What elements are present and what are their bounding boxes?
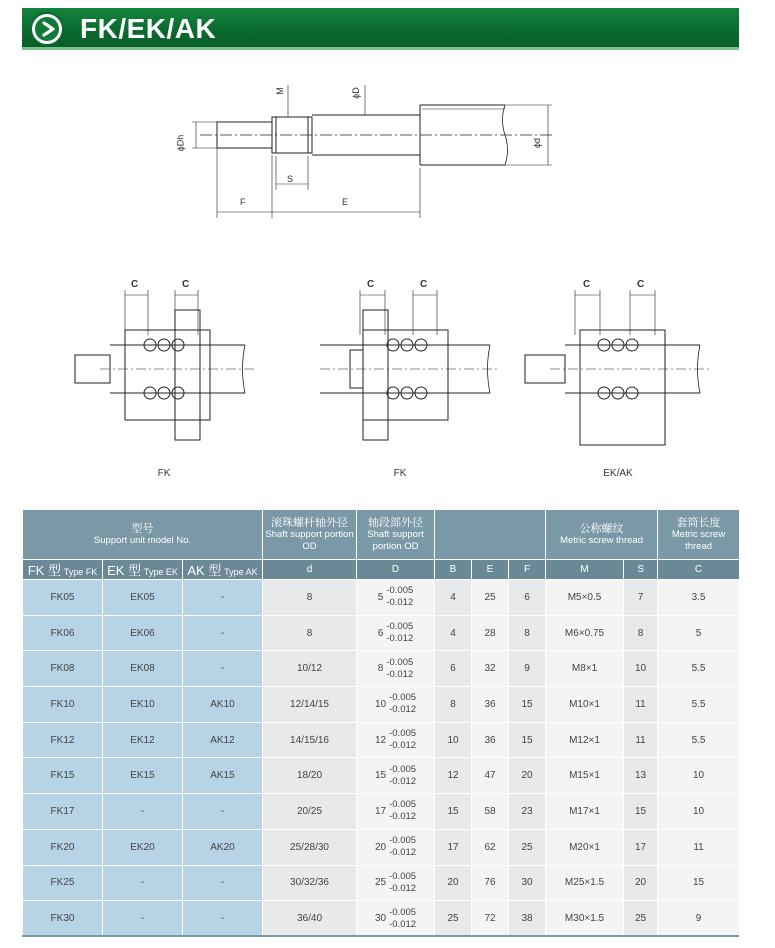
cell-D-value: 8: [377, 663, 384, 675]
tolerance: [389, 728, 416, 752]
cell-M: M6×0.75: [546, 615, 624, 651]
table-row: [23, 687, 740, 723]
cell-D-value: 20: [374, 841, 387, 853]
cell-type-fk: FK30: [23, 901, 103, 937]
cell-C: 5.5: [658, 722, 740, 758]
tolerance: [386, 657, 413, 681]
table-bottom-rule: [22, 935, 739, 937]
cell-C: 9: [658, 901, 740, 937]
cell-F: 8: [509, 615, 546, 651]
tolerance-lower: -0.012: [389, 882, 417, 894]
cell-B: 10: [435, 722, 472, 758]
caption-fk-1: FK: [157, 468, 171, 479]
table-row: [23, 794, 740, 830]
cell-type-ak: -: [183, 615, 263, 651]
cell-B: 15: [435, 794, 472, 830]
cell-type-fk: FK17: [23, 794, 103, 830]
cell-type-ak: -: [183, 651, 263, 687]
cell-F: 38: [509, 901, 546, 937]
tolerance-lower: -0.012: [389, 811, 417, 823]
cell-S: 25: [624, 901, 658, 937]
cell-C: 10: [658, 758, 740, 794]
table-row: [23, 865, 740, 901]
cell-type-fk: FK12: [23, 722, 103, 758]
cell-type-ak: -: [183, 865, 263, 901]
label-C-right: C: [637, 279, 645, 290]
table-row: [23, 651, 740, 687]
label-C-left: C: [367, 279, 375, 290]
cell-type-ak: AK12: [183, 722, 263, 758]
section-drawing-fk-2: [315, 275, 505, 455]
tolerance-lower: -0.012: [389, 704, 417, 716]
tolerance-upper: -0.005: [389, 799, 417, 811]
cell-d: 8: [263, 580, 357, 616]
cell-D-value: 15: [374, 770, 387, 782]
tolerance-upper: -0.005: [389, 728, 417, 740]
cell-S: 20: [624, 865, 658, 901]
header-portion-od: 轴段部外径 Shaft support portion OD: [357, 510, 435, 560]
cell-D: [357, 580, 435, 616]
cell-type-ak: AK10: [183, 687, 263, 723]
cell-D-value: 5: [377, 591, 384, 603]
cell-type-ek: EK05: [103, 580, 183, 616]
cell-D: [357, 829, 435, 865]
cell-S: 13: [624, 758, 658, 794]
cell-S: 10: [624, 651, 658, 687]
cell-D: [357, 651, 435, 687]
header-model: 型号 Support unit model No.: [23, 510, 263, 560]
label-E: E: [342, 197, 349, 207]
cell-C: 5.5: [658, 651, 740, 687]
label-F: F: [240, 197, 246, 207]
tolerance-upper: -0.005: [389, 763, 417, 775]
cell-M: M15×1: [546, 758, 624, 794]
cell-D: [357, 687, 435, 723]
cell-type-fk: FK20: [23, 829, 103, 865]
cell-type-fk: FK25: [23, 865, 103, 901]
cell-type-fk: FK15: [23, 758, 103, 794]
tolerance: [389, 835, 416, 859]
cell-F: 6: [509, 580, 546, 616]
cell-E: 32: [472, 651, 509, 687]
table-body: [23, 580, 740, 937]
cell-type-ak: -: [183, 580, 263, 616]
cell-M: M20×1: [546, 829, 624, 865]
cell-type-fk: FK06: [23, 615, 103, 651]
cell-type-ek: EK06: [103, 615, 183, 651]
cell-E: 72: [472, 901, 509, 937]
header-type-ak: AK 型 Type AK: [183, 560, 263, 580]
cell-E: 76: [472, 865, 509, 901]
header-empty: [435, 510, 546, 560]
header-d: d: [263, 560, 357, 580]
cell-D: [357, 758, 435, 794]
tolerance-lower: -0.012: [386, 597, 414, 609]
cell-C: 5.5: [658, 687, 740, 723]
tolerance-upper: -0.005: [389, 692, 417, 704]
cell-d: 12/14/15: [263, 687, 357, 723]
cell-type-ek: EK15: [103, 758, 183, 794]
table-row: [23, 758, 740, 794]
cell-type-ek: EK12: [103, 722, 183, 758]
tolerance-lower: -0.012: [386, 633, 414, 645]
cell-D-value: 10: [374, 698, 387, 710]
cell-D-value: 12: [374, 734, 387, 746]
label-phiD: ϕD: [350, 87, 361, 99]
tolerance-upper: -0.005: [389, 906, 417, 918]
cell-D-value: 17: [374, 805, 387, 817]
shaft-end-drawing: [160, 80, 580, 230]
table-row: [23, 580, 740, 616]
cell-M: M10×1: [546, 687, 624, 723]
header-E: E: [472, 560, 509, 580]
cell-type-fk: FK05: [23, 580, 103, 616]
cell-F: 23: [509, 794, 546, 830]
cell-E: 36: [472, 687, 509, 723]
section-drawing-ek-ak: [520, 275, 720, 455]
cell-d: 20/25: [263, 794, 357, 830]
cell-C: 5: [658, 615, 740, 651]
cell-D-value: 30: [374, 913, 387, 925]
cell-B: 4: [435, 615, 472, 651]
cell-type-ak: -: [183, 794, 263, 830]
header-thread: 公称螺纹 Metric screw thread: [546, 510, 658, 560]
cell-S: 11: [624, 687, 658, 723]
header-type-fk: FK 型 Type FK: [23, 560, 103, 580]
cell-S: 7: [624, 580, 658, 616]
cell-type-ak: AK15: [183, 758, 263, 794]
cell-D: [357, 794, 435, 830]
tolerance-lower: -0.012: [389, 847, 417, 859]
cell-F: 15: [509, 687, 546, 723]
cell-F: 15: [509, 722, 546, 758]
label-C-left: C: [583, 279, 591, 290]
section-drawing-fk-1: [70, 275, 270, 455]
cell-type-ek: EK20: [103, 829, 183, 865]
header-B: B: [435, 560, 472, 580]
cell-E: 28: [472, 615, 509, 651]
tolerance: [389, 692, 416, 716]
header-M: M: [546, 560, 624, 580]
header-C: C: [658, 560, 740, 580]
cell-F: 20: [509, 758, 546, 794]
cell-M: M30×1.5: [546, 901, 624, 937]
cell-M: M5×0.5: [546, 580, 624, 616]
caption-fk-2: FK: [393, 468, 407, 479]
cell-C: 11: [658, 829, 740, 865]
cell-type-ek: -: [103, 794, 183, 830]
cell-E: 36: [472, 722, 509, 758]
cell-type-fk: FK08: [23, 651, 103, 687]
label-C-right: C: [420, 279, 428, 290]
tolerance-upper: -0.005: [386, 585, 414, 597]
header-S: S: [624, 560, 658, 580]
cell-M: M8×1: [546, 651, 624, 687]
header-D: D: [357, 560, 435, 580]
cell-E: 62: [472, 829, 509, 865]
cell-d: 25/28/30: [263, 829, 357, 865]
tolerance: [386, 585, 413, 609]
cell-B: 4: [435, 580, 472, 616]
table-row: [23, 615, 740, 651]
cell-d: 8: [263, 615, 357, 651]
cell-type-ek: EK10: [103, 687, 183, 723]
table-row: [23, 722, 740, 758]
cell-type-ek: -: [103, 865, 183, 901]
table-row: [23, 829, 740, 865]
cell-D: [357, 865, 435, 901]
tolerance-lower: -0.012: [386, 668, 414, 680]
cell-B: 12: [435, 758, 472, 794]
cell-S: 15: [624, 794, 658, 830]
label-S: S: [287, 174, 294, 184]
tolerance: [389, 764, 416, 788]
tolerance-lower: -0.012: [389, 775, 417, 787]
header-type-ek: EK 型 Type EK: [103, 560, 183, 580]
cell-M: M17×1: [546, 794, 624, 830]
cell-d: 18/20: [263, 758, 357, 794]
tolerance-upper: -0.005: [389, 870, 417, 882]
cell-E: 58: [472, 794, 509, 830]
tolerance: [389, 871, 416, 895]
cell-D: [357, 615, 435, 651]
cell-type-ek: -: [103, 901, 183, 937]
cell-type-ek: EK08: [103, 651, 183, 687]
cell-d: 36/40: [263, 901, 357, 937]
cell-type-ak: AK20: [183, 829, 263, 865]
cell-B: 6: [435, 651, 472, 687]
label-C-right: C: [182, 279, 190, 290]
cell-E: 47: [472, 758, 509, 794]
cell-C: 10: [658, 794, 740, 830]
label-phid: ϕd: [532, 137, 543, 149]
cell-D-value: 25: [374, 877, 387, 889]
tolerance: [386, 621, 413, 645]
cell-B: 20: [435, 865, 472, 901]
tolerance-lower: -0.012: [389, 740, 417, 752]
spec-table: [22, 509, 740, 937]
cell-S: 8: [624, 615, 658, 651]
cell-M: M25×1.5: [546, 865, 624, 901]
arrow-circle-icon: [30, 12, 64, 46]
title-banner: [22, 8, 739, 50]
cell-M: M12×1: [546, 722, 624, 758]
cell-d: 30/32/36: [263, 865, 357, 901]
tolerance-upper: -0.005: [389, 835, 417, 847]
cell-C: 3.5: [658, 580, 740, 616]
cell-B: 25: [435, 901, 472, 937]
cell-F: 25: [509, 829, 546, 865]
label-M: M: [274, 87, 285, 95]
tolerance-lower: -0.012: [389, 918, 417, 930]
cell-D-value: 6: [377, 627, 384, 639]
cell-D: [357, 901, 435, 937]
tolerance: [389, 799, 416, 823]
table-row: [23, 901, 740, 937]
cell-type-ak: -: [183, 901, 263, 937]
cell-type-fk: FK10: [23, 687, 103, 723]
cell-d: 10/12: [263, 651, 357, 687]
cell-d: 14/15/16: [263, 722, 357, 758]
header-F: F: [509, 560, 546, 580]
cell-F: 30: [509, 865, 546, 901]
header-sleeve: 套筒长度 Metric screw thread: [658, 510, 740, 560]
tolerance: [389, 907, 416, 931]
cell-E: 25: [472, 580, 509, 616]
header-shaft-od: 滚珠螺杆轴外径 Shaft support portion OD: [263, 510, 357, 560]
caption-ek-ak: EK/AK: [603, 468, 633, 479]
cell-B: 17: [435, 829, 472, 865]
tolerance-upper: -0.005: [386, 656, 414, 668]
cell-D: [357, 722, 435, 758]
cell-F: 9: [509, 651, 546, 687]
cell-S: 17: [624, 829, 658, 865]
page-title: FK/EK/AK: [80, 13, 217, 44]
label-C-left: C: [131, 279, 139, 290]
tolerance-upper: -0.005: [386, 621, 414, 633]
cell-C: 15: [658, 865, 740, 901]
cell-S: 11: [624, 722, 658, 758]
cell-B: 8: [435, 687, 472, 723]
label-phiDh: ϕDh: [175, 134, 186, 152]
